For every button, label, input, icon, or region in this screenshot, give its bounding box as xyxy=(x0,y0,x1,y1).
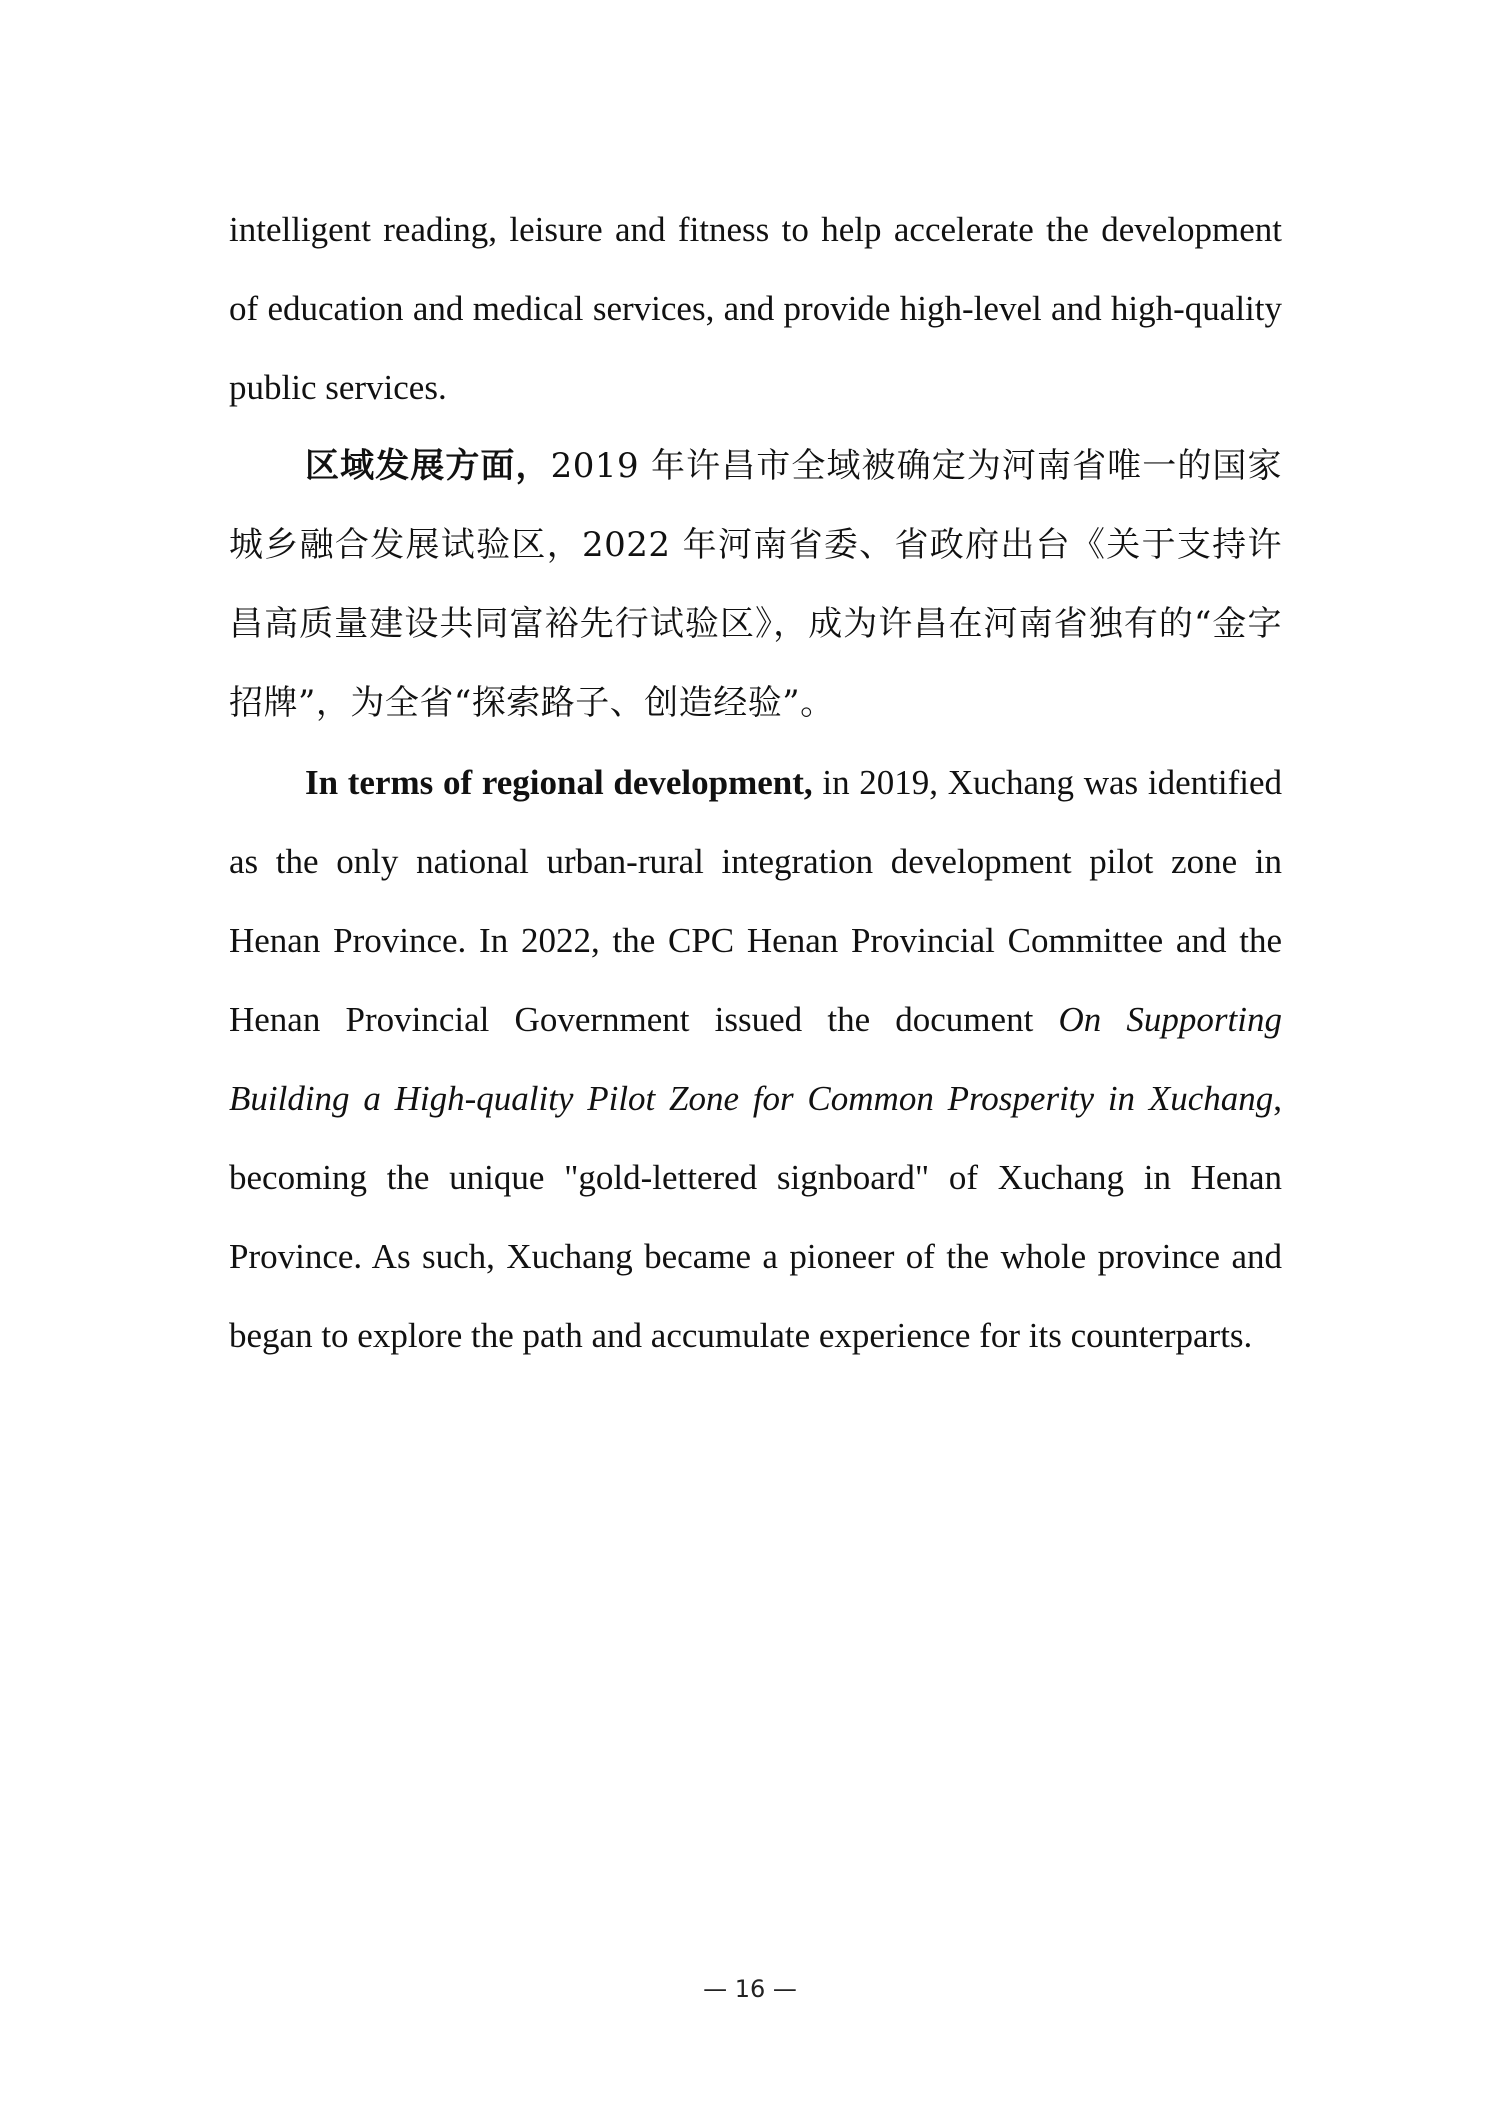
paragraph-text: 2019 年许昌市全域被确定为河南省唯一的国家城乡融合发展试验区，2022 年河南省委、省政府出台《关于支持许昌高质量建设共同富裕先行试验区》，成为许昌在河南省独有的“金字招牌”，为全省“探索路子、创造经验”。 xyxy=(229,446,1282,723)
document-title-reference: On Supporting Building a High-quality Pilot Zone for Common Prosperity in Xuchang xyxy=(229,1000,1282,1118)
paragraph-regional-development-en xyxy=(229,743,1282,1375)
paragraph-regional-development-zh xyxy=(229,427,1282,743)
document-page xyxy=(229,190,1282,1375)
paragraph-continued-public-services xyxy=(229,190,1282,427)
paragraph-lead-heading: In terms of regional development, xyxy=(305,763,813,802)
paragraph-text-before-title: in 2019, Xuchang was identified as the only national urban-rural integration development pilot zone in Henan Province. In 2022, the CPC Henan Provincial Committee and the Henan Provincial Government issued the document xyxy=(229,763,1282,1039)
paragraph-text-after-title: , becoming the unique "gold-lettered signboard" of Xuchang in Henan Province. As such, Xuchang became a pioneer of the whole province and began to explore the path and accumulate experience for its counterparts. xyxy=(229,1079,1282,1355)
paragraph-text: intelligent reading, leisure and fitness to help accelerate the development of education and medical services, and provide high-level and high-quality public services. xyxy=(229,210,1282,407)
paragraph-lead-heading: 区域发展方面， xyxy=(305,446,551,486)
page-number: — 16 — xyxy=(703,1975,797,2003)
